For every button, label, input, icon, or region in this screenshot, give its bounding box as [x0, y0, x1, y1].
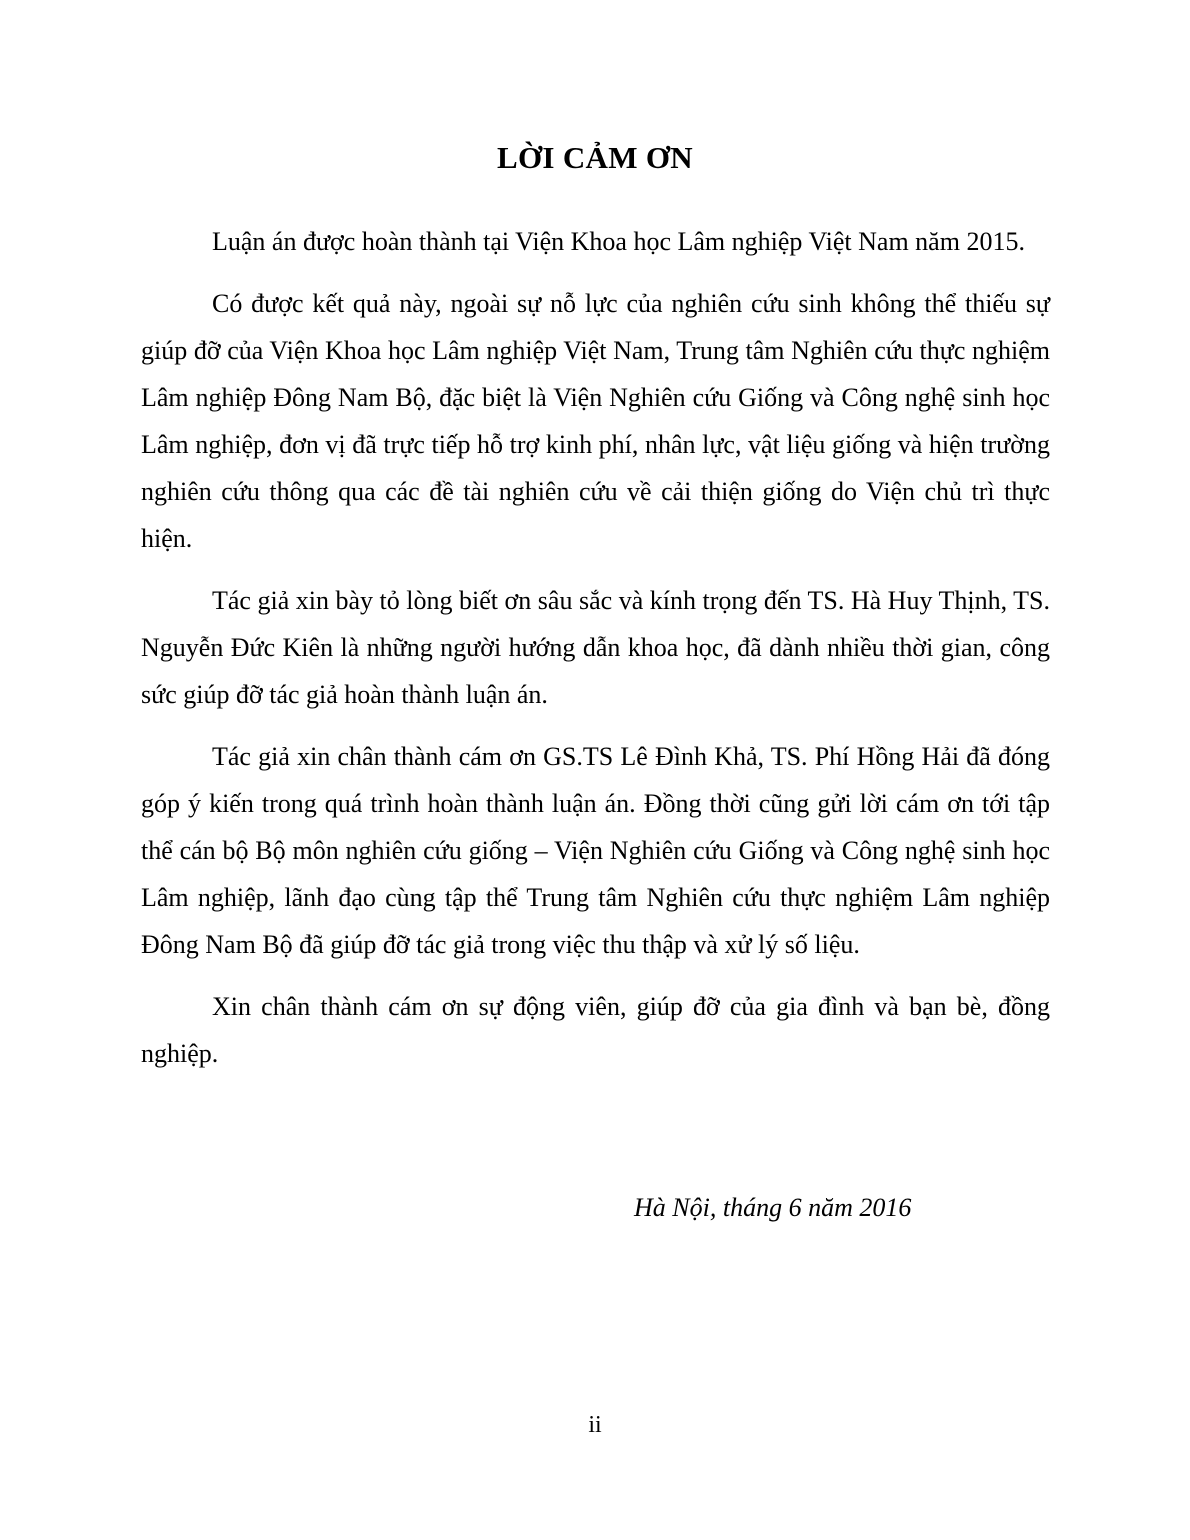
paragraph-4: Tác giả xin chân thành cám ơn GS.TS Lê Đình Khả, TS. Phí Hồng Hải đã đóng góp ý kiến trong quá trình hoàn thành luận án. Đồng thời cũng gửi lời cám ơn tới tập thể cán bộ Bộ môn nghiên cứu giống – Viện Nghiên cứu Giống và Công nghệ sinh học Lâm nghiệp, lãnh đạo cùng tập thể Trung tâm Nghiên cứu thực nghiệm Lâm nghiệp Đông Nam Bộ đã giúp đỡ tác giả trong việc thu thập và xử lý số liệu.: [141, 742, 1050, 959]
paragraph-2: Có được kết quả này, ngoài sự nỗ lực của nghiên cứu sinh không thể thiếu sự giúp đỡ của Viện Khoa học Lâm nghiệp Việt Nam, Trung tâm Nghiên cứu thực nghiệm Lâm nghiệp Đông Nam Bộ, đặc biệt là Viện Nghiên cứu Giống và Công nghệ sinh học Lâm nghiệp, đơn vị đã trực tiếp hỗ trợ kinh phí, nhân lực, vật liệu giống và hiện trường nghiên cứu thông qua các đề tài nghiên cứu về cải thiện giống do Viện chủ trì thực hiện.: [141, 289, 1050, 553]
paragraph-5: Xin chân thành cám ơn sự động viên, giúp đỡ của gia đình và bạn bè, đồng nghiệp.: [141, 992, 1050, 1068]
place-date-signature: Hà Nội, tháng 6 năm 2016: [634, 1193, 912, 1222]
page-number: ii: [588, 1412, 602, 1438]
paragraph-1: Luận án được hoàn thành tại Viện Khoa học Lâm nghiệp Việt Nam năm 2015.: [212, 227, 1025, 256]
page-title: LỜI CẢM ƠN: [497, 140, 693, 175]
acknowledgement-body: [141, 218, 1050, 1092]
paragraph-3: Tác giả xin bày tỏ lòng biết ơn sâu sắc và kính trọng đến TS. Hà Huy Thịnh, TS. Nguyễn Đức Kiên là những người hướng dẫn khoa học, đã dành nhiều thời gian, công sức giúp đỡ tác giả hoàn thành luận án.: [141, 586, 1050, 709]
